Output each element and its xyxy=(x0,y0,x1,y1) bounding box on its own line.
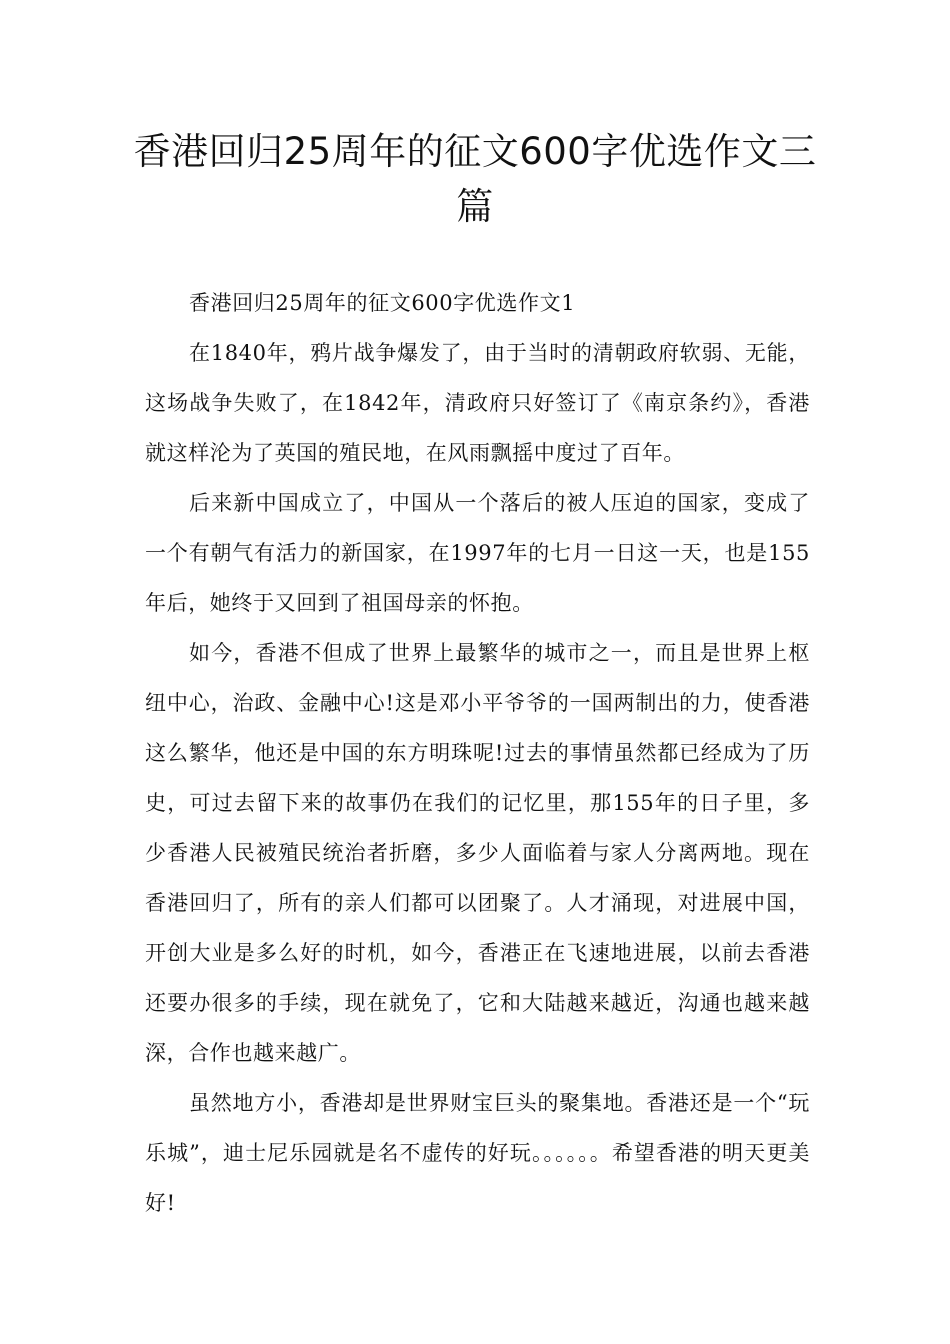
document-title: 香港回归25周年的征文600字优选作文三篇 xyxy=(133,130,817,228)
paragraph-2: 后来新中国成立了，中国从一个落后的被人压迫的国家，变成了一个有朝气有活力的新国家，在1997年的七月一日这一天，也是155年后，她终于又回到了祖国母亲的怀抱。 xyxy=(145,491,810,615)
paragraph-1: 在1840年，鸦片战争爆发了，由于当时的清朝政府软弱、无能，这场战争失败了，在1842年，清政府只好签订了《南京条约》，香港就这样沦为了英国的殖民地，在风雨飘摇中度过了百年。 xyxy=(145,341,810,465)
essay-subheading: 香港回归25周年的征文600字优选作文1 xyxy=(189,291,576,315)
document-body xyxy=(145,278,810,1228)
paragraph-4: 虽然地方小，香港却是世界财宝巨头的聚集地。香港还是一个“玩乐城”，迪士尼乐园就是名不虚传的好玩。。。。。。希望香港的明天更美好! xyxy=(145,1091,810,1215)
paragraph-3: 如今，香港不但成了世界上最繁华的城市之一，而且是世界上枢纽中心，治政、金融中心!这是邓小平爷爷的一国两制出的力，使香港这么繁华，他还是中国的东方明珠呢!过去的事情虽然都已经成为了历史，可过去留下来的故事仍在我们的记忆里，那155年的日子里，多少香港人民被殖民统治者折磨，多少人面临着与家人分离两地。现在香港回归了，所有的亲人们都可以团聚了。人才涌现，对进展中国，开创大业是多么好的时机，如今，香港正在飞速地进展，以前去香港还要办很多的手续，现在就免了，它和大陆越来越近，沟通也越来越深，合作也越来越广。 xyxy=(145,641,810,1065)
